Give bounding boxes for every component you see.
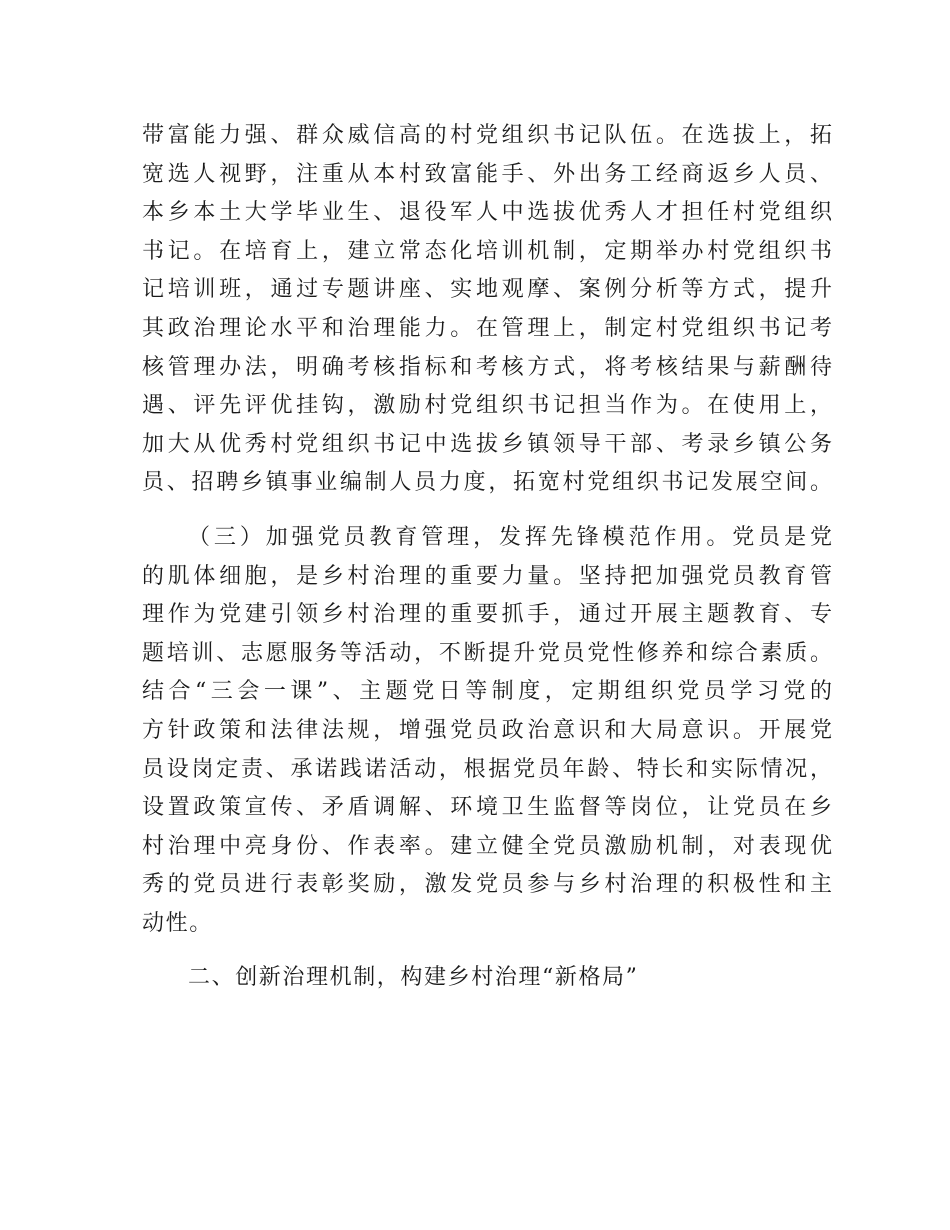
text-line: 设置政策宣传、矛盾调解、环境卫生监督等岗位，让党员在乡: [142, 795, 832, 821]
document-body: [142, 117, 832, 998]
text-line: 记培训班，通过专题讲座、实地观摩、案例分析等方式，提升: [142, 277, 832, 303]
section-heading: 二、创新治理机制，构建乡村治理“新格局”: [188, 965, 639, 991]
text-line: 秀的党员进行表彰奖励，激发党员参与乡村治理的积极性和主: [142, 872, 832, 898]
paragraph-secretary-team: [142, 117, 832, 503]
text-line: 方针政策和法律法规，增强党员政治意识和大局意识。开展党: [142, 717, 832, 743]
text-line: 动性。: [142, 910, 213, 936]
text-line: 其政治理论水平和治理能力。在管理上，制定村党组织书记考: [142, 315, 832, 341]
text-line: 的肌体细胞，是乡村治理的重要力量。坚持把加强党员教育管: [142, 563, 832, 589]
text-line: 加大从优秀村党组织书记中选拔乡镇领导干部、考录乡镇公务: [142, 431, 832, 457]
paragraph-gap: [142, 503, 832, 519]
text-line: 员、招聘乡镇事业编制人员力度，拓宽村党组织书记发展空间。: [142, 470, 832, 496]
text-line: 书记。在培育上，建立常态化培训机制，定期举办村党组织书: [142, 238, 832, 264]
text-line: （三）加强党员教育管理，发挥先锋模范作用。党员是党: [188, 524, 832, 550]
paragraph-party-member-education: [142, 519, 832, 944]
text-line: 题培训、志愿服务等活动，不断提升党员党性修养和综合素质。: [142, 640, 832, 666]
text-line: 核管理办法，明确考核指标和考核方式，将考核结果与薪酬待: [142, 354, 832, 380]
text-line: 结合“三会一课”、主题党日等制度，定期组织党员学习党的: [142, 679, 832, 705]
text-line: 宽选人视野，注重从本村致富能手、外出务工经商返乡人员、: [142, 161, 832, 187]
text-line: 村治理中亮身份、作表率。建立健全党员激励机制，对表现优: [142, 833, 832, 859]
text-line: 遇、评先评优挂钩，激励村党组织书记担当作为。在使用上，: [142, 393, 832, 419]
text-line: 带富能力强、群众威信高的村党组织书记队伍。在选拔上，拓: [142, 123, 832, 148]
text-line: 理作为党建引领乡村治理的重要抓手，通过开展主题教育、专: [142, 602, 832, 628]
text-line: 员设岗定责、承诺践诺活动，根据党员年龄、特长和实际情况，: [142, 756, 832, 782]
paragraph-gap: [142, 943, 832, 959]
text-line: 本乡本土大学毕业生、退役军人中选拔优秀人才担任村党组织: [142, 200, 832, 226]
